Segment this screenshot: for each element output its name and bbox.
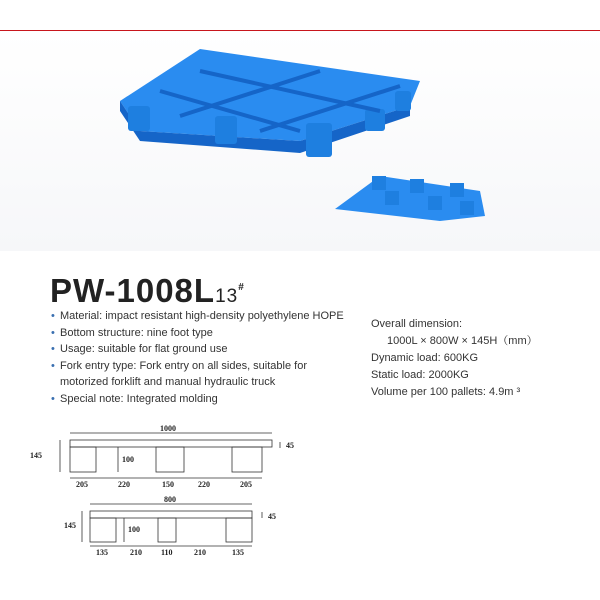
width-label: 800: [164, 495, 176, 504]
length-label: 1000: [160, 424, 176, 433]
static-load: Static load: 2000KG: [371, 369, 469, 381]
segment-label: 150: [162, 480, 174, 489]
leg-label: 100: [122, 455, 134, 464]
feature-item: • Usage: suitable for flat ground use: [50, 341, 344, 358]
feature-item: • Special note: Integrated molding: [50, 391, 344, 408]
segment-label: 205: [76, 480, 88, 489]
feature-item: • Bottom structure: nine foot type: [50, 325, 344, 342]
feature-item: • Fork entry type: Fork entry on all sides, suitable for motorized forklift and manual hydraulic truck: [50, 358, 310, 391]
dynamic-load: Dynamic load: 600KG: [371, 352, 478, 364]
segment-label: 210: [194, 548, 206, 557]
dimension-value: 1000L × 800W × 145H（mm）: [387, 335, 538, 347]
volume: Volume per 100 pallets: 4.9m ³: [371, 386, 521, 398]
deck-label: 45: [268, 512, 276, 521]
segment-label: 110: [161, 548, 173, 557]
segment-label: 135: [232, 548, 244, 557]
height-label: 145: [64, 521, 76, 530]
product-title: PW-1008L13#: [50, 272, 245, 309]
width-diagram: [82, 504, 262, 546]
segment-label: 205: [240, 480, 252, 489]
segment-label: 220: [118, 480, 130, 489]
length-diagram: [60, 433, 280, 478]
height-label: 145: [30, 451, 42, 460]
feature-item: • Material: impact resistant high-density polyethylene HOPE: [50, 308, 344, 325]
deck-label: 45: [286, 441, 294, 450]
segment-label: 210: [130, 548, 142, 557]
dimension-label: Overall dimension:: [371, 318, 463, 330]
segment-label: 220: [198, 480, 210, 489]
leg-label: 100: [128, 525, 140, 534]
segment-label: 135: [96, 548, 108, 557]
